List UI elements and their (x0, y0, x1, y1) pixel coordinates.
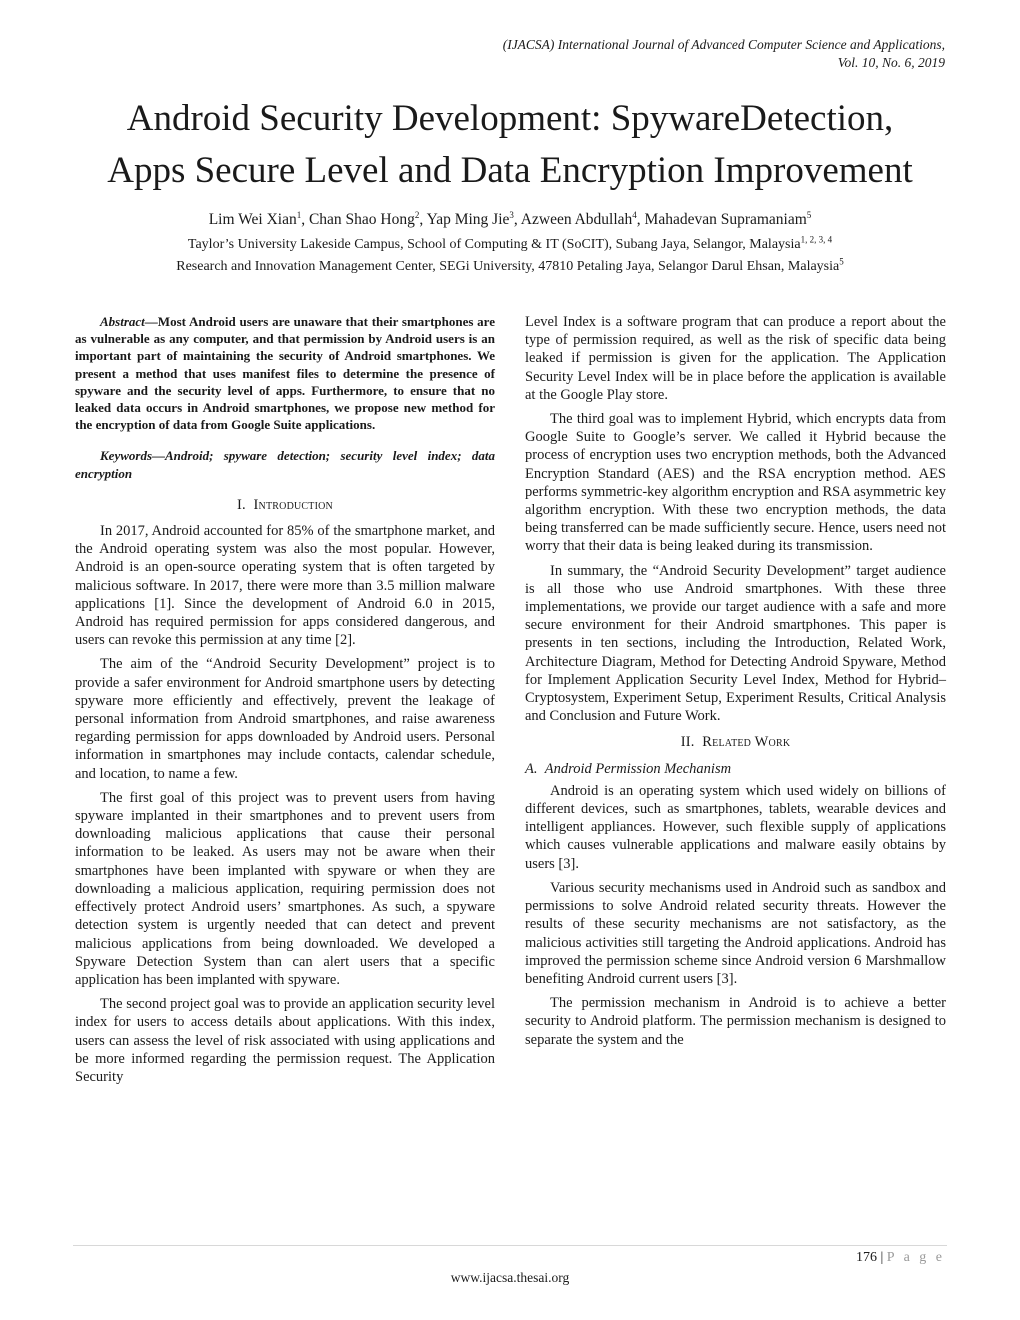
abstract-label: Abstract (100, 314, 145, 329)
abstract-text: Most Android users are unaware that their smartphones are as vulnerable as any computer, and that permission by Android users is an important part of maintaining the security of Android smartphones. We present a method that uses manifest files to determine the presence of spyware and the security level of apps. Furthermore, to ensure that no leaked data occurs in Android smartphones, we propose new method for the encryption of data from Google Suite applications. (75, 314, 495, 433)
journal-volume: Vol. 10, No. 6, 2019 (837, 55, 945, 70)
body-paragraph: Android is an operating system which used widely on billions of different devices, such as smartphones, tablets, wearable devices and intelligent appliances. However, such flexible supply of applications which causes vulnerable applications and malware easily obtains by users [3]. (525, 782, 946, 872)
affiliation-2 (40, 257, 980, 276)
affiliation-text: Taylor’s University Lakeside Campus, School of Computing & IT (SoCIT), Subang Jaya, Selangor, Malaysia (187, 237, 801, 252)
journal-header (503, 36, 945, 72)
author-name: Yap Ming Jie (426, 211, 510, 228)
paper-title (40, 93, 980, 197)
affiliation-text: Research and Innovation Management Center, SEGi University, 47810 Petaling Jaya, Selangor Darul Ehsan, Malaysia (176, 259, 840, 274)
keywords-label: Keywords (100, 448, 152, 464)
title-line-2: Apps Secure Level and Data Encryption Improvement (107, 150, 913, 191)
section-heading-related-work (525, 733, 946, 751)
keywords-text: —Android; spyware detection; security level index; data encryption (75, 448, 495, 481)
author-name: Chan Shao Hong (308, 211, 415, 228)
section-heading-introduction (75, 496, 495, 514)
abstract-dash: — (144, 314, 158, 329)
right-column (525, 313, 946, 1055)
author-sup: 4 (632, 209, 637, 220)
body-paragraph: The aim of the “Android Security Development” project is to provide a safer environment for Android smartphone users by detecting spyware more efficiently and effectively, prevent the leakage of personal information from Android smartphones, and raise awareness regarding permission for apps downloaded by Android users. Personal information in smartphones may include contacts, calendar schedule, and location, to name a few. (75, 656, 495, 782)
subsection-heading (525, 760, 946, 778)
affiliation-1 (40, 235, 980, 254)
section-title: Introduction (253, 496, 333, 513)
page-number-value: 176 (855, 1250, 877, 1265)
body-paragraph: The permission mechanism in Android is to achieve a better security to Android platform. The permission mechanism is designed to separate the system and the (525, 995, 946, 1048)
abstract (75, 313, 495, 433)
body-paragraph: Level Index is a software program that can produce a report about the type of permission required, as well as the risk of specific data being leaked if permission is given for the application. The Application Security Level Index will be in place before the application is available at the Google Play store. (525, 314, 946, 403)
author-name: Lim Wei Xian (208, 211, 297, 228)
journal-name: (IJACSA) International Journal of Advanced Computer Science and Applications, (502, 37, 945, 52)
subsection-label: A. (525, 760, 538, 777)
body-paragraph: The first goal of this project was to prevent users from having spyware implanted in their smartphones and to prevent users from downloading malicious applications that cause their personal information to be leaked. As users may not be aware when their smartphones have been implanted with spyware or when they are downloading a malicious application, requiring permission does not effectively protect Android users’ smartphones. As such, a spyware detection system is urgently needed that can detect and prevent malicious applications from being downloaded. We developed a Spyware Detection System than can alert users that a specific application has been implanted with spyware. (75, 789, 495, 988)
page-word: P a g e (886, 1250, 945, 1265)
subsection-title: Android Permission Mechanism (544, 760, 732, 777)
section-number: I. (237, 496, 246, 513)
author-sup: 1 (296, 209, 302, 220)
body-paragraph: In 2017, Android accounted for 85% of the smartphone market, and the Android operating system was also the most popular. However, Android is an open-source operating system that is often targeted by malicious software. In 2017, there were more than 3.5 million malware applications [1]. Since the development of Android 6.0 in 2015, Android has required permission for apps considered dangerous, and users can revoke this permission at any time [2]. (75, 523, 495, 649)
section-number: II. (680, 734, 695, 751)
body-paragraph: The second project goal was to provide an application security level index for users to access details about applications. With this index, users can assess the level of risk associated with using applications and be more informed regarding the permission request. The Application Security (75, 996, 495, 1085)
author-sup: 5 (806, 209, 812, 220)
author-list: Lim Wei Xian$^1$, Chan Shao Hong$^2$, Yap Ming Jie$^3$, Azween Abdullah$^4$, Mahadevan Supramaniam$^5$ (208, 209, 812, 228)
keywords (75, 447, 495, 481)
title-line-1: Android Security Development: SpywareDetection, (126, 98, 894, 139)
footer-divider (73, 1245, 947, 1246)
body-paragraph: The third goal was to implement Hybrid, which encrypts data from Google Suite to Google’s server. We called it Hybrid because the process of encryption uses two encryption methods, both the Advanced Encryption Standard (AES) and the RSA encryption method. AES performs symmetric-key algorithm encryption and RSA asymmetric key algorithm encryption. With these two encryption methods, the data being transferred can be made sufficiently secure. Hence, users need not worry that their data is being leaked during its transmission. (525, 411, 946, 555)
page-number (856, 1250, 945, 1266)
author-name: Azween Abdullah (520, 211, 633, 228)
body-paragraph: In summary, the “Android Security Development” target audience is all those who use Android smartphones. With these three implementations, we provide our target audience with a safe and more secure environment for their Android smartphones. This paper is presents in ten sections, including the Introduction, Related Work, Architecture Diagram, Method for Detecting Android Spyware, Method for Implement Application Security Level Index, Method for Hybrid–Cryptosystem, Experiment Setup, Experiment Results, Critical Analysis and Conclusion and Future Work. (525, 562, 946, 725)
left-column (75, 313, 495, 1092)
author-sup: 3 (509, 209, 514, 220)
journal-url[interactable]: www.ijacsa.thesai.org (450, 1270, 570, 1285)
affiliation-sup: 5 (839, 256, 844, 267)
author-name: Mahadevan Supramaniam (644, 211, 807, 228)
affiliation-sup: 1, 2, 3, 4 (800, 234, 833, 245)
body-paragraph: Various security mechanisms used in Android such as sandbox and permissions to solve Android related security threats. However the results of these security mechanisms are not satisfactory, as the malicious activities still targeting the Android applications. Android has improved the permission scheme since Android version 6 Marshmallow benefiting Android current users [3]. (525, 879, 946, 987)
page-number-separator: | (876, 1250, 887, 1265)
author-sup: 2 (414, 209, 420, 220)
section-title: Related Work (702, 734, 791, 751)
